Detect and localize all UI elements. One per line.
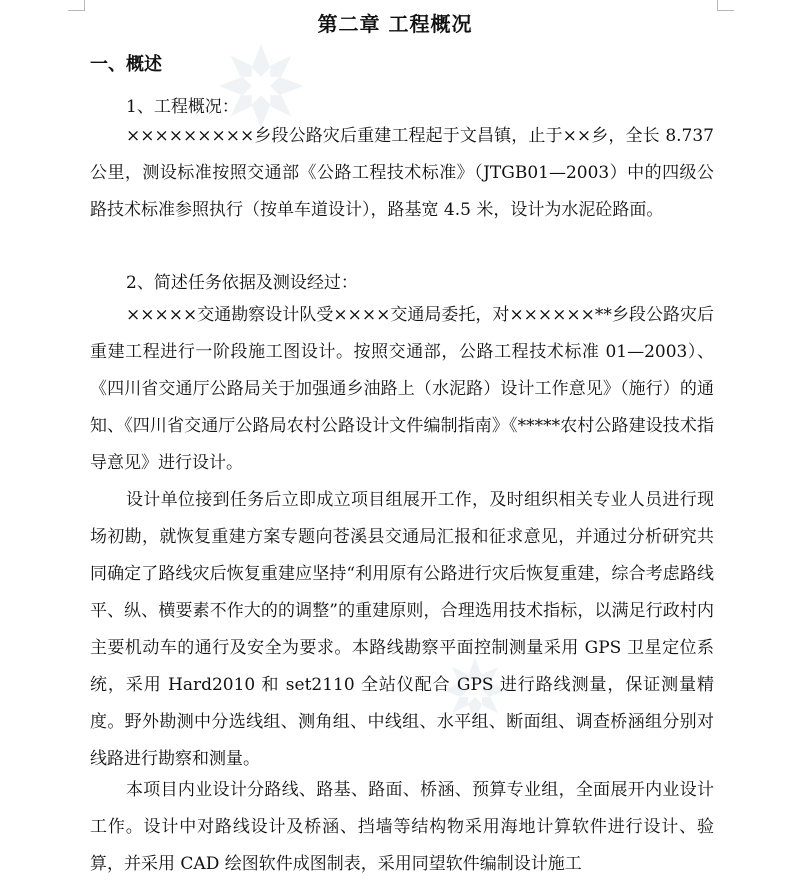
paragraph-project-overview: ×××××××××乡段公路灾后重建工程起于文昌镇，止于××乡，全长 8.737 公里，测设标准按照交通部《公路工程技术标准》（JTGB01—2003）中的四级公路技术标准参照执行（按单车道设计），路基宽 4.5 米，设计为水泥砼路面。: [90, 126, 714, 220]
subheading-task-basis: 2、简述任务依据及测设经过：: [126, 273, 358, 293]
subheading-project-overview: 1、工程概况：: [126, 97, 239, 117]
paragraph-task-basis: ×××××交通勘察设计队受××××交通局委托，对××××××**乡段公路灾后重建工程进行一阶段施工图设计。按照交通部，公路工程技术标准 01—2003）、《四川省交通厅公路局关于加强通乡油路上（水泥路）设计工作意见》（施行）的通知、《四川省交通厅公路局农村公路设计文件编制指南》《*****农村公路建设技术指导意见》进行设计。: [90, 305, 714, 473]
paragraph-office-design: 本项目内业设计分路线、路基、路面、桥涵、预算专业组，全面展开内业设计工作。设计中对路线设计及桥涵、挡墙等结构物采用海地计算软件进行设计、验算，并采用 CAD 绘图软件成图制表，采用同望软件编制设计施工: [90, 780, 714, 874]
paragraph-survey-process: 设计单位接到任务后立即成立项目组展开工作，及时组织相关专业人员进行现场初勘，就恢复重建方案专题向苍溪县交通局汇报和征求意见，并通过分析研究共同确定了路线灾后恢复重建应坚持“利用原有公路进行灾后恢复重建，综合考虑路线平、纵、横要素不作大的的调整”的重建原则，合理选用技术指标，以满足行政村内主要机动车的通行及安全为要求。本路线勘察平面控制测量采用 GPS 卫星定位系统，采用 Hard2010 和 set2110 全站仪配合 GPS 进行路线测量，保证测量精度。野外勘测中分选线组、测角组、中线组、水平组、断面组、调查桥涵组分别对线路进行勘察和测量。: [90, 490, 714, 769]
section-heading: 一、概述: [90, 54, 162, 75]
chapter-title: 第二章 工程概况: [317, 12, 473, 36]
